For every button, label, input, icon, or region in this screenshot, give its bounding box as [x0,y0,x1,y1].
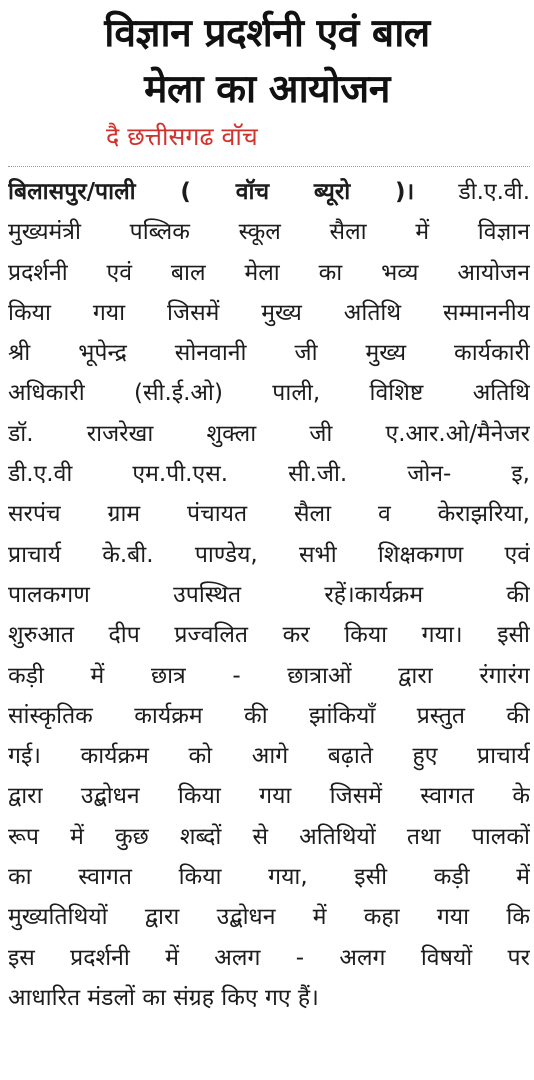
body-line: अधिकारी (सी.ई.ओ) पाली, विशिष्ट अतिथि [8,380,530,407]
body-line: डॉ. राजरेखा शुक्ला जी ए.आर.ओ/मैनेजर [8,420,530,447]
body-line: शुरुआत दीप प्रज्वलित कर किया गया। इसी [8,622,530,649]
body-line: मुख्यमंत्री पब्लिक स्कूल सैला में विज्ञान [8,219,530,246]
article-body [8,172,530,1018]
headline-line-2: मेला का आयोजन [144,67,390,112]
body-line: कड़ी में छात्र - छात्राओं द्वारा रंगारंग [8,662,530,689]
body-line: प्रदर्शनी एवं बाल मेला का भव्य आयोजन [8,259,530,286]
body-line: रूप में कुछ शब्दों से अतिथियों तथा पालकों [8,823,530,850]
body-line: श्री भूपेन्द्र सोनवानी जी मुख्य कार्यकारी [8,340,530,367]
body-line: द्वारा उद्बोधन किया गया जिसमें स्वागत के [8,783,530,810]
body-line: पालकगण उपस्थित रहें।कार्यक्रम की [8,581,530,608]
body-line: किया गया जिसमें मुख्य अतिथि सम्माननीय [8,299,530,326]
body-line: इस प्रदर्शनी में अलग - अलग विषयों पर [8,944,530,971]
byline-divider [8,166,530,167]
body-line: का स्वागत किया गया, इसी कड़ी में [8,864,530,891]
body-line: सरपंच ग्राम पंचायत सैला व केराझरिया, [8,501,530,528]
body-line: गई। कार्यक्रम को आगे बढ़ाते हुए प्राचार्य [8,743,530,770]
byline-text: दै छत्तीसगढ वाॅच [106,122,258,151]
body-line: डी.ए.वी एम.पी.एस. सी.जी. जोन- इ, [8,461,530,488]
body-line: प्राचार्य के.बी. पाण्डेय, सभी शिक्षकगण एवं [8,541,530,568]
body-line [8,172,530,212]
byline [0,120,534,154]
dateline: बिलासपुर/पाली ( वॉच ब्यूरो )। [8,179,415,205]
body-line: मुख्यतिथियों द्वारा उद्बोधन में कहा गया कि [8,904,530,931]
body-line: आधारित मंडलों का संग्रह किए गए हैं। [8,984,319,1011]
body-line: सांस्कृतिक कार्यक्रम की झांकियाँ प्रस्तुत की [8,702,530,729]
body-line-text: डी.ए.वी. [458,179,530,205]
headline [0,0,534,118]
headline-line-1: विज्ञान प्रदर्शनी एवं बाल [104,11,430,56]
